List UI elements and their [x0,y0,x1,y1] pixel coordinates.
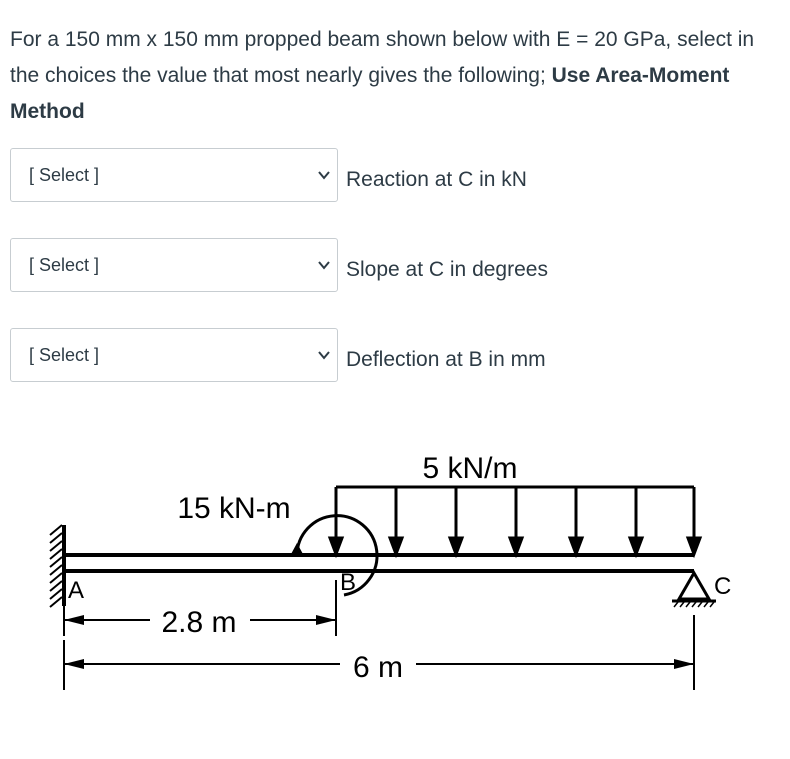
answer-row-deflection-b [10,328,790,384]
reaction-c-label: Reaction at C in kN [346,168,527,191]
dimension-ab-label: 2.8 m [161,606,237,639]
point-b-label: B [340,569,357,596]
slope-c-select-value: [ Select ] [29,255,100,275]
deflection-b-select[interactable] [10,328,338,382]
dimension-ac-label: 6 m [352,651,404,684]
dimension-ac [64,615,694,690]
slope-c-select[interactable] [10,238,338,292]
deflection-b-label: Deflection at B in mm [346,348,546,371]
beam [64,555,694,571]
distributed-load-label: 5 kN/m [422,452,518,485]
deflection-b-select-value: [ Select ] [29,345,100,365]
answer-row-reaction-c [10,148,790,204]
answer-row-slope-c [10,238,790,294]
question-text [10,22,780,130]
question-text-main: For a 150 mm x 150 mm propped beam shown below with E = 20 GPa, select in the choices the value that most nearly gives the following; [10,28,755,87]
chevron-down-icon [317,169,331,181]
question-text-method: Use Area-Moment Method [10,64,730,123]
distributed-load [330,452,700,554]
reaction-c-select-value: [ Select ] [29,165,100,185]
moment-label: 15 kN-m [177,492,291,525]
reaction-c-select[interactable] [10,148,338,202]
beam-diagram [0,430,790,730]
point-c-label: C [714,573,732,600]
chevron-down-icon [317,349,331,361]
point-a-label: A [68,577,85,604]
dimension-ab [64,580,336,639]
support-c [672,573,716,607]
fixed-support-a [50,525,64,607]
slope-c-label: Slope at C in degrees [346,258,548,281]
chevron-down-icon [317,259,331,271]
